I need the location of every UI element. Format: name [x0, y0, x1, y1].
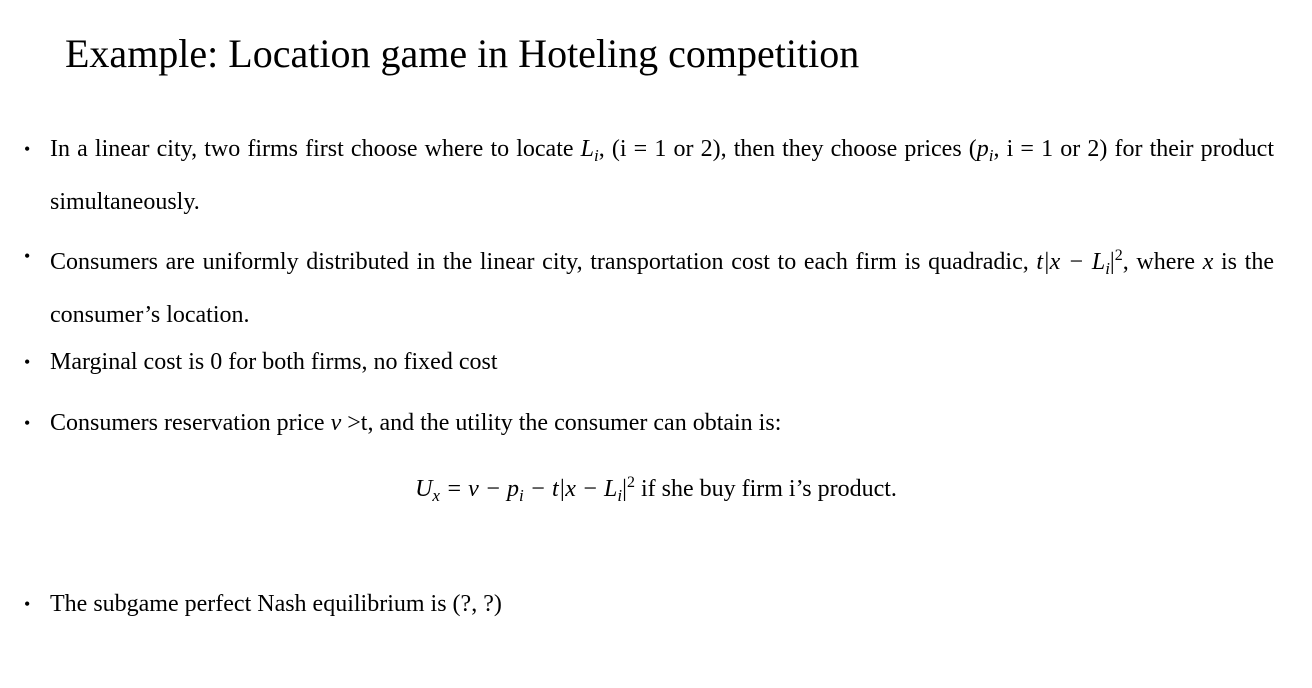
math-expression: = v − p	[439, 476, 520, 502]
text-run: >t, and the utility the consumer can obtain is:	[341, 410, 782, 436]
bullet-item	[24, 126, 1274, 225]
bullet-text	[50, 233, 1274, 338]
bullet-item	[24, 581, 1274, 627]
math-var: p	[976, 136, 989, 162]
text-run: , (i = 1 or 2), then they choose prices (	[598, 136, 977, 162]
text-run: is the consumer’s location.	[50, 249, 1274, 328]
bullet-item	[24, 400, 1274, 446]
slide-title: Example: Location game in Hoteling competition	[65, 31, 860, 76]
text-run: , where	[1122, 249, 1203, 275]
math-bar: |	[1109, 249, 1115, 275]
math-subscript: i	[617, 486, 623, 505]
text-run: , i = 1 or 2) for their product simultaneously.	[50, 136, 1274, 215]
bullet-icon: •	[24, 413, 31, 433]
text-run: Consumers are uniformly distributed in the linear city, transportation cost to each firm is quadradic,	[50, 249, 1037, 275]
math-var: L	[580, 136, 595, 162]
text-run: In a linear city, two firms first choose where to locate	[50, 136, 581, 162]
bullet-icon: •	[24, 246, 31, 266]
bullet-text: The subgame perfect Nash equilibrium is (?, ?)	[50, 591, 502, 617]
math-subscript: i	[594, 146, 599, 165]
math-subscript: i	[519, 486, 524, 505]
utility-equation	[0, 460, 1312, 519]
math-expression: − t|x − L	[523, 476, 618, 502]
bullet-item	[24, 233, 1274, 338]
text-run: if she buy firm i’s product.	[634, 476, 897, 502]
math-var: x	[1202, 249, 1214, 275]
bullet-icon: •	[24, 139, 31, 159]
math-var: v	[330, 410, 342, 436]
bullet-text: Marginal cost is 0 for both firms, no fixed cost	[50, 349, 498, 375]
math-superscript: 2	[626, 474, 635, 491]
math-subscript: i	[988, 146, 994, 165]
bullet-item	[24, 339, 1274, 385]
bullet-icon: •	[24, 352, 31, 372]
math-superscript: 2	[1114, 247, 1123, 264]
text-run: Consumers reservation price	[50, 410, 331, 436]
math-var: U	[415, 476, 433, 502]
math-subscript: x	[432, 486, 440, 505]
bullet-icon: •	[24, 594, 31, 614]
bullet-text	[50, 126, 1274, 225]
math-expression: t|x − L	[1036, 249, 1106, 275]
bullet-text	[50, 400, 1274, 446]
math-bar: |	[622, 476, 627, 502]
math-subscript: i	[1105, 259, 1110, 278]
